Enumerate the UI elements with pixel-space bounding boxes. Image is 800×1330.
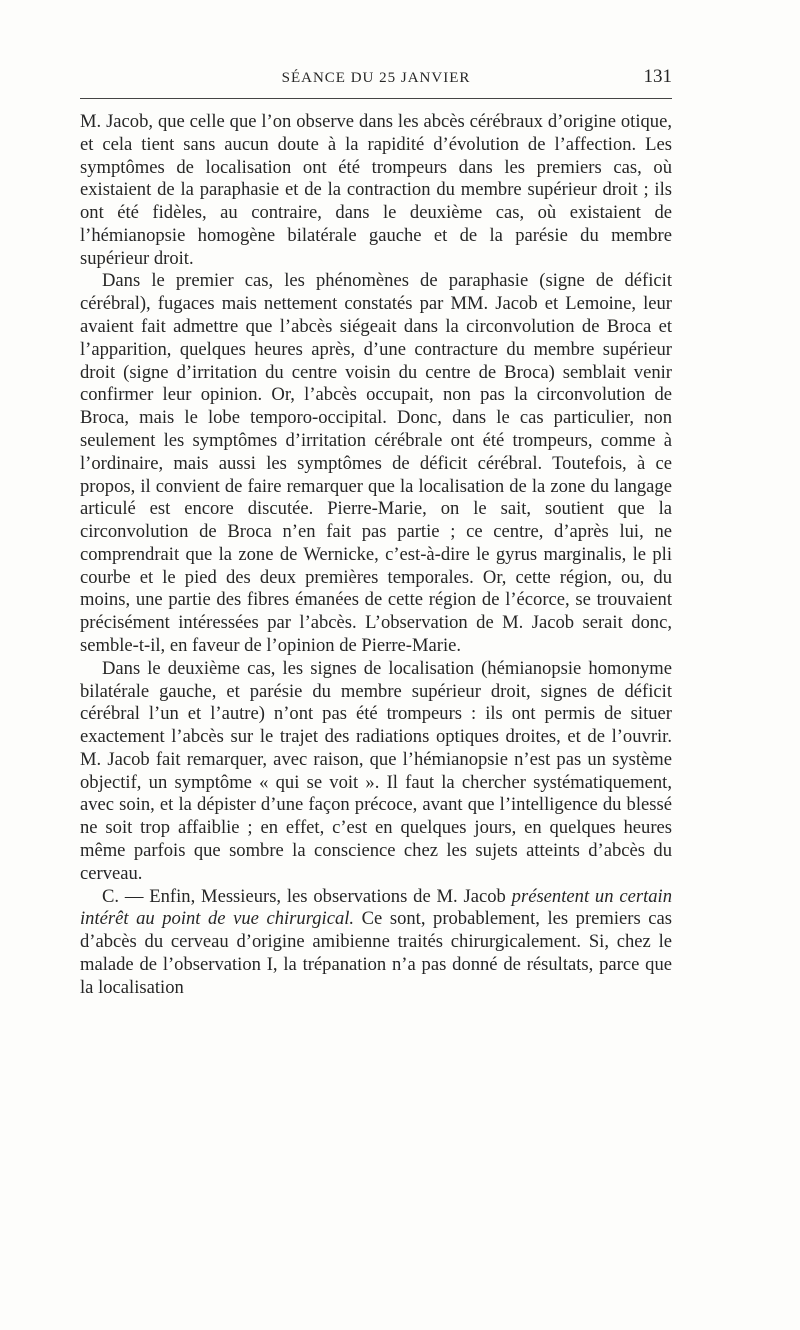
- body-text: [80, 111, 672, 999]
- header-rule: [80, 98, 672, 99]
- running-head: [80, 62, 672, 92]
- page-number: 131: [643, 66, 672, 87]
- paragraph-section-c-italic: présentent un certain intérêt au point de vue chirurgical.: [80, 885, 672, 930]
- paragraph-deuxieme-cas: Dans le deuxième cas, les signes de localisation (hémianopsie homonyme bilatérale gauche, et parésie du membre supérieur droit, signes de déficit cérébral l’un et l’autre) n’ont pas été trompeurs : ils ont permis de situer exactement l’abcès sur le trajet des radiations optiques droites, et de l’ouvrir. M. Jacob fait remarquer, avec raison, que l’hémianopsie n’est pas un système objectif, un symptôme « qui se voit ». Il faut la chercher systématiquement, avec soin, et la dépister d’une façon précoce, avant que l’intelligence du blessé ne soit trop affaiblie ; en effet, c’est en quelques jours, en quelques heures même parfois que sombre la conscience chez les sujets atteints d’abcès du cerveau.: [80, 657, 672, 884]
- paragraph-section-c: [80, 886, 672, 1000]
- running-title: SÉANCE DU 25 JANVIER: [281, 70, 471, 86]
- paragraph-continued: M. Jacob, que celle que l’on observe dans les abcès cérébraux d’origine otique, et cela tient sans aucun doute à la rapidité d’évolution de l’affection. Les symptômes de localisation ont été trompeurs dans les premiers cas, où existaient de la paraphasie et de la contraction du membre supérieur droit ; ils ont été fidèles, au contraire, dans le deuxième cas, où existaient de l’hémianopsie homogène bilatérale gauche et de la parésie du membre supérieur droit.: [80, 111, 672, 269]
- paragraph-section-c-start: C. — Enfin, Messieurs, les observations de M. Jacob: [102, 885, 512, 907]
- book-page: [80, 62, 672, 999]
- paragraph-premier-cas: Dans le premier cas, les phénomènes de paraphasie (signe de déficit cérébral), fugaces mais nettement constatés par MM. Jacob et Lemoine, leur avaient fait admettre que l’abcès siégeait dans la circonvolution de Broca et l’apparition, quelques heures après, d’une contracture du membre supérieur droit (signe d’irritation du centre voisin du centre de Broca) semblait venir confirmer leur opinion. Or, l’abcès occupait, non pas la circonvolution de Broca, mais le lobe temporo-occipital. Donc, dans le cas particulier, non seulement les symptômes d’irritation cérébrale ont été trompeurs, comme à l’ordinaire, mais aussi les symptômes de déficit cérébral. Toutefois, à ce propos, il convient de faire remarquer que la localisation de la zone du langage articulé est encore discutée. Pierre-Marie, on le sait, soutient que la circonvolution de Broca n’en fait pas partie ; ce centre, d’après lui, ne comprendrait que la zone de Wernicke, c’est-à-dire le gyrus marginalis, le pli courbe et le pied des deux premières temporales. Or, cette région, ou, du moins, une partie des fibres émanées de cette région de l’écorce, se trouvaient précisément intéressées par l’abcès. L’observation de M. Jacob serait donc, semble-t-il, en faveur de l’opinion de Pierre-Marie.: [80, 270, 672, 656]
- paragraph-section-c-end: Ce sont, probablement, les premiers cas d’abcès du cerveau d’origine amibienne traités chirurgicalement. Si, chez le malade de l’observation I, la trépanation n’a pas donné de résultats, parce que la localisation: [80, 908, 672, 998]
